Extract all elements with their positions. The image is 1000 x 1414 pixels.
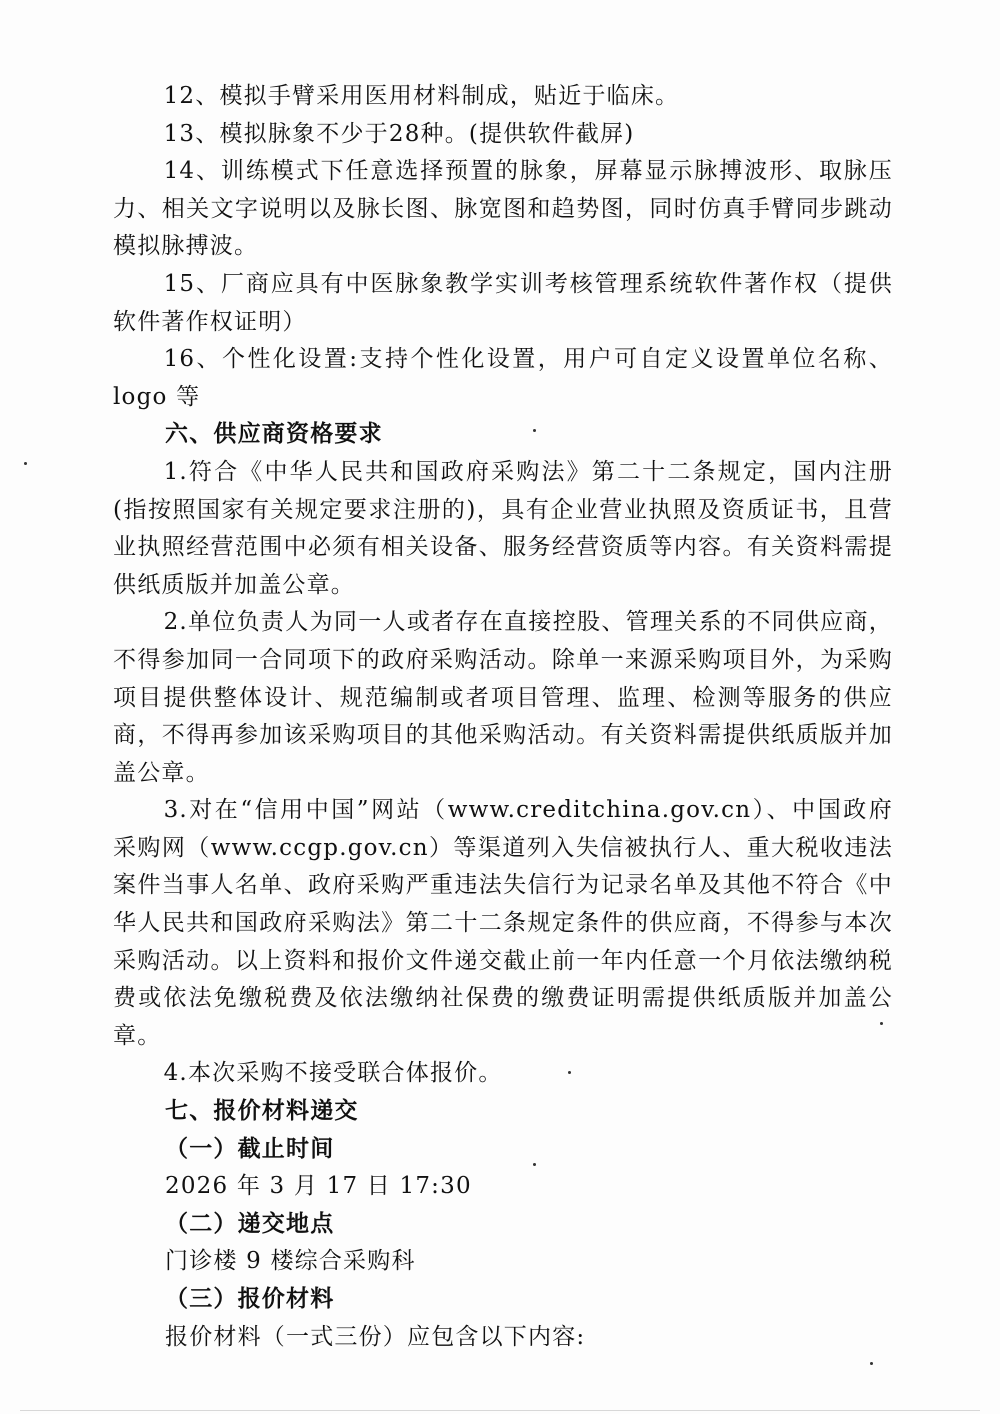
scan-speck [880,1022,883,1025]
item-13: 13、模拟脉象不少于28种。(提供软件截屏) [163,120,635,147]
section-6-title: 六、供应商资格要求 [165,421,383,448]
materials-heading: （三）报价材料 [165,1286,335,1312]
section-7-title: 七、报价材料递交 [165,1098,359,1125]
section-6-para-1: 1.符合《中华人民共和国政府采购法》第二十二条规定，国内注册(指按照国家有关规定要求注册的)，具有企业营业执照及资质证书，且营业执照经营范围中必须有相关设备、服务经营资质等内容。有关资料需提供纸质版并加盖公章。 [113,458,893,598]
section-6-para-2: 2.单位负责人为同一人或者存在直接控股、管理关系的不同供应商，不得参加同一合同项下的政府采购活动。除单一来源采购项目外，为采购项目提供整体设计、规范编制或者项目管理、监理、检测等服务的供应商，不得再参加该采购项目的其他采购活动。有关资料需提供纸质版并加盖公章。 [113,609,893,786]
item-12: 12、模拟手臂采用医用材料制成，贴近于临床。 [163,83,680,109]
section-6-para-4: 4.本次采购不接受联合体报价。 [163,1060,503,1087]
scan-speck [533,429,536,432]
item-16: 16、个性化设置:支持个性化设置，用户可自定义设置单位名称、logo 等 [113,346,893,410]
item-15: 15、厂商应具有中医脉象教学实训考核管理系统软件著作权（提供软件著作权证明） [113,270,893,335]
location-heading: （二）递交地点 [165,1210,335,1237]
deadline-heading: （一）截止时间 [165,1135,335,1162]
location-value: 门诊楼 9 楼综合采购科 [165,1248,416,1275]
scan-speck [870,1362,873,1365]
scan-speck [568,1071,571,1074]
page-edge [20,1410,980,1411]
section-6-para-3: 3.对在“信用中国”网站（www.creditchina.gov.cn）、中国政府采购网（www.ccgp.gov.cn）等渠道列入失信被执行人、重大税收违法案件当事人名单、政府采购严重违法失信行为记录名单及其他不符合《中华人民共和国政府采购法》第二十二条规定条件的供应商，不得参与本次采购活动。以上资料和报价文件递交截止前一年内任意一个月依法缴纳税费或依法免缴税费及依法缴纳社保费的缴费证明需提供纸质版并加盖公章。 [113,797,893,1049]
item-14: 14、训练模式下任意选择预置的脉象，屏幕显示脉搏波形、取脉压力、相关文字说明以及脉长图、脉宽图和趋势图，同时仿真手臂同步跳动模拟脉搏波。 [113,158,893,260]
deadline-value: 2026 年 3 月 17 日 17:30 [165,1173,472,1200]
scan-speck [533,1163,536,1166]
document-body [113,78,893,1356]
materials-value: 报价材料（一式三份）应包含以下内容: [165,1323,586,1350]
scan-speck [24,462,27,465]
